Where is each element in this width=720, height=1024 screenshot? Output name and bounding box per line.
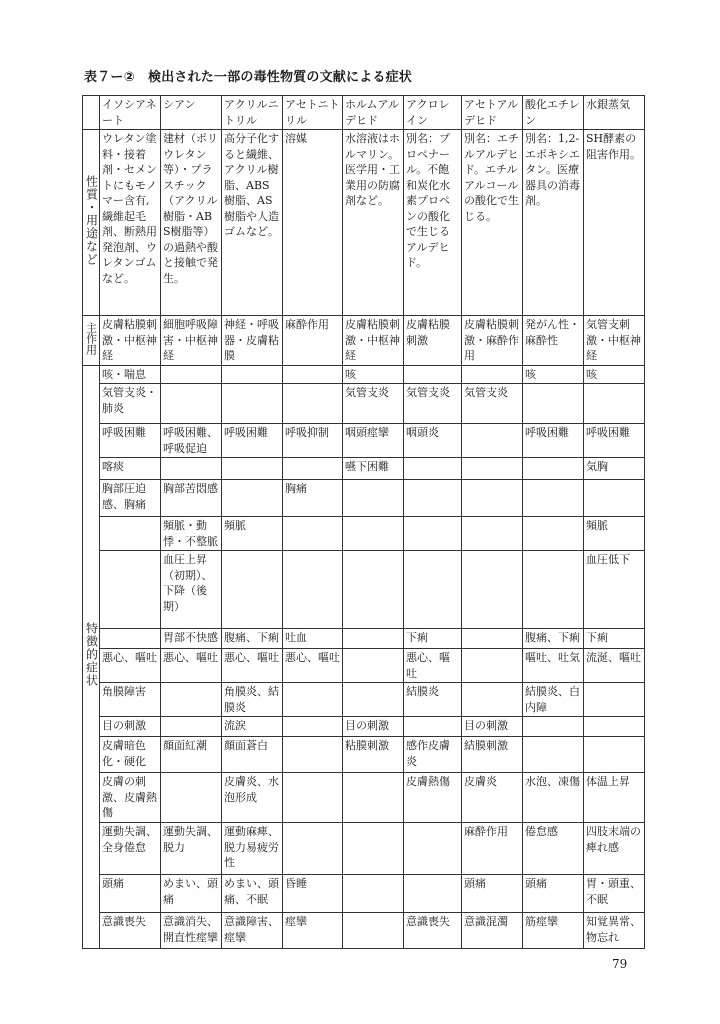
symptom-cell [343,773,404,823]
symptom-cell: 皮膚炎 [462,773,523,823]
main-action-cell: 麻酔作用 [283,316,343,366]
symptom-cell: 顔面蒼白 [222,737,283,773]
symptom-row [83,649,645,683]
symptom-cell: 下痢 [404,629,462,649]
symptom-cell [283,823,343,875]
symptom-cell: 痙攣 [283,913,343,949]
symptom-cell: 皮膚暗色化・硬化 [100,737,161,773]
symptom-row [83,913,645,949]
symptom-row [83,365,645,384]
symptom-cell: 運動麻痺、脱力易疲労性 [222,823,283,875]
symptom-cell: 悪心、嘔吐 [283,649,343,683]
symptom-cell: 頻脈 [584,517,645,551]
symptom-cell: 気管支炎 [404,384,462,424]
main-action-cell: 気管支刺激・中枢神経 [584,316,645,366]
symptom-cell: 四肢末端の痺れ感 [584,823,645,875]
symptom-cell [283,717,343,737]
symptom-cell [523,480,584,517]
header-row [83,96,645,130]
symptom-row [83,875,645,913]
symptom-cell: 咳 [523,365,584,384]
symptom-cell: めまい、頭痛、不眠 [222,875,283,913]
main-action-cell: 発がん性・麻酔性 [523,316,584,366]
main-action-cell: 皮膚粘膜刺激・中枢神経 [343,316,404,366]
symptom-cell: 粘膜刺激 [343,737,404,773]
symptom-cell: 気管支炎・肺炎 [100,384,161,424]
symptom-cell [222,365,283,384]
symptom-cell [161,683,222,717]
symptom-cell [283,737,343,773]
column-header: アセトアルデヒド [462,96,523,130]
symptom-cell: 咳・喘息 [100,365,161,384]
symptom-cell: 嘔吐、吐気 [523,649,584,683]
column-header: アクロレイン [404,96,462,130]
symptom-cell [100,629,161,649]
symptom-cell: 頭痛 [100,875,161,913]
symptom-cell [222,551,283,629]
symptom-cell: 意識喪失 [100,913,161,949]
symptom-cell: 顔面紅潮 [161,737,222,773]
symptom-cell: 麻酔作用 [462,823,523,875]
symptom-cell: 結膜炎 [404,683,462,717]
symptom-cell [462,629,523,649]
symptom-cell: めまい、頭痛 [161,875,222,913]
symptom-row [83,424,645,458]
symptom-cell: 目の刺激 [343,717,404,737]
symptom-cell: 吐血 [283,629,343,649]
symptom-cell [404,517,462,551]
symptom-cell: 気管支炎 [462,384,523,424]
symptom-cell [283,683,343,717]
symptom-cell: 昏睡 [283,875,343,913]
column-header: イソシアネート [100,96,161,130]
properties-cell: 別名：エチルアルデヒド。エチルアルコールの酸化で生じる。 [462,130,523,316]
symptom-cell: 意識障害、痙攣 [222,913,283,949]
symptom-cell [404,365,462,384]
symptom-cell [404,875,462,913]
symptom-cell: 腹痛、下痢 [523,629,584,649]
properties-cell: 別名：プロペナール。不飽和炭化水素プロペンの酸化で生じるアルデヒド。 [404,130,462,316]
symptom-cell: 嚥下困難 [343,458,404,480]
symptom-cell [222,458,283,480]
properties-cell: SH酵素の阻害作用。 [584,130,645,316]
symptom-cell: 運動失調、脱力 [161,823,222,875]
column-header: アセトニトリル [283,96,343,130]
symptom-cell [161,717,222,737]
symptom-cell: 頭痛 [523,875,584,913]
symptom-cell [462,480,523,517]
symptom-cell [343,649,404,683]
symptom-cell [100,551,161,629]
symptom-cell [283,773,343,823]
main-action-cell: 神経・呼吸器・皮膚粘膜 [222,316,283,366]
symptom-cell [343,629,404,649]
symptom-row [83,683,645,717]
symptom-cell: 呼吸困難 [523,424,584,458]
symptom-cell [404,717,462,737]
symptom-cell: 気管支炎 [343,384,404,424]
section-label-main-action: 主作用 [83,316,100,366]
symptom-row [83,773,645,823]
symptom-cell: 悪心、嘔吐 [222,649,283,683]
symptom-cell: 咽頭痙攣 [343,424,404,458]
symptom-cell: 意識喪失 [404,913,462,949]
symptom-cell [283,551,343,629]
symptom-cell: 流涎、嘔吐 [584,649,645,683]
symptom-cell [343,517,404,551]
symptom-row [83,384,645,424]
symptom-cell [161,458,222,480]
symptom-cell: 咳 [584,365,645,384]
symptom-cell: 悪心、嘔吐 [404,649,462,683]
symptom-cell [462,683,523,717]
symptom-cell [404,480,462,517]
symptom-cell [404,458,462,480]
properties-cell: 建材（ポリウレタン等）・プラスチック（アクリル樹脂・ABS樹脂等）の過熱や酸と接触で発生。 [161,130,222,316]
table-title: 表７ー② 検出された一部の毒性物質の文献による症状 [84,70,413,85]
symptom-cell: 頻脈・動悸・不整脈 [161,517,222,551]
symptom-cell [161,384,222,424]
symptom-cell [584,384,645,424]
symptom-cell: 呼吸困難 [584,424,645,458]
properties-cell: 溶媒 [283,130,343,316]
symptom-table [82,95,645,949]
symptom-cell: 結膜炎、白内障 [523,683,584,717]
symptom-cell: 呼吸困難 [222,424,283,458]
symptom-cell: 呼吸困難 [100,424,161,458]
properties-cell: 別名：1,2-エポキシエタン。医療器具の消毒剤。 [523,130,584,316]
symptom-cell [404,551,462,629]
symptom-cell [161,365,222,384]
symptom-cell [462,458,523,480]
main-action-cell: 皮膚粘膜刺激・麻酔作用 [462,316,523,366]
symptom-cell [584,480,645,517]
symptom-cell [283,384,343,424]
main-action-cell: 皮膚粘膜刺激 [404,316,462,366]
symptom-cell: 感作皮膚炎 [404,737,462,773]
symptom-cell: 悪心、嘔吐 [100,649,161,683]
symptom-cell: 血圧上昇（初期）、下降（後期） [161,551,222,629]
symptom-cell: 気胸 [584,458,645,480]
symptom-cell [283,458,343,480]
section-label-properties: 性質・用途など [83,130,100,316]
symptom-cell: 血圧低下 [584,551,645,629]
symptom-cell [523,551,584,629]
symptom-cell: 意識消失、開直性痙攣 [161,913,222,949]
symptom-row [83,458,645,480]
symptom-cell [584,717,645,737]
symptom-cell [523,458,584,480]
symptom-cell: 水泡、凍傷 [523,773,584,823]
symptom-cell: 体温上昇 [584,773,645,823]
symptom-cell [283,365,343,384]
symptom-cell: 頭痛 [462,875,523,913]
symptom-cell [584,683,645,717]
symptom-row [83,480,645,517]
properties-cell: 高分子化すると繊維、アクリル樹脂、ABS樹脂、AS樹脂や人造ゴムなど。 [222,130,283,316]
symptom-cell [343,551,404,629]
column-header: シアン [161,96,222,130]
column-header: アクリルニトリル [222,96,283,130]
symptom-cell [462,517,523,551]
symptom-row [83,717,645,737]
column-header: 水銀蒸気 [584,96,645,130]
symptom-cell: 流涙 [222,717,283,737]
main-action-cell: 細胞呼吸障害・中枢神経 [161,316,222,366]
main-action-row [83,316,645,366]
symptom-cell [343,683,404,717]
symptom-cell [100,517,161,551]
symptom-cell: 知覚異常、物忘れ [584,913,645,949]
symptom-row [83,823,645,875]
symptom-row [83,737,645,773]
symptom-cell: 胸部苦悶感 [161,480,222,517]
symptom-cell: 運動失調、全身倦怠 [100,823,161,875]
symptom-cell: 胃部不快感 [161,629,222,649]
symptom-cell [523,384,584,424]
symptom-cell: 胸部圧迫感、胸痛 [100,480,161,517]
symptom-cell: 皮膚の刺激、皮膚熱傷 [100,773,161,823]
symptom-cell: 呼吸抑制 [283,424,343,458]
symptom-cell: 意識混濁 [462,913,523,949]
symptom-cell: 頻脈 [222,517,283,551]
symptom-cell [222,384,283,424]
symptom-cell: 咽頭炎 [404,424,462,458]
symptom-cell [523,717,584,737]
symptom-row [83,629,645,649]
symptom-cell: 筋痙攣 [523,913,584,949]
symptom-cell: 皮膚熱傷 [404,773,462,823]
symptom-cell: 目の刺激 [462,717,523,737]
corner-cell [83,96,100,130]
symptom-cell [283,517,343,551]
symptom-cell [523,737,584,773]
symptom-cell: 角膜障害 [100,683,161,717]
symptom-cell: 下痢 [584,629,645,649]
symptom-cell: 腹痛、下痢 [222,629,283,649]
symptom-cell [404,823,462,875]
symptom-cell [222,480,283,517]
properties-row [83,130,645,316]
symptom-cell [343,823,404,875]
symptom-cell: 角膜炎、結膜炎 [222,683,283,717]
symptom-cell [462,365,523,384]
symptom-cell [523,517,584,551]
symptom-cell [462,551,523,629]
page-number: 79 [612,957,628,971]
section-label-symptoms: 特徴的症状 [83,365,100,949]
symptom-row [83,551,645,629]
symptom-row [83,517,645,551]
symptom-cell: 咳 [343,365,404,384]
properties-cell: 水溶液はホルマリン。医学用・工業用の防腐剤など。 [343,130,404,316]
symptom-cell: 胸痛 [283,480,343,517]
properties-cell: ウレタン塗料・接着剤・セメントにもモノマー含有,繊維起毛剤、断熱用発泡剤、ウレタンゴムなど。 [100,130,161,316]
symptom-cell [462,424,523,458]
column-header: ホルムアルデヒド [343,96,404,130]
symptom-cell [343,875,404,913]
symptom-cell: 喀痰 [100,458,161,480]
symptom-cell: 皮膚炎、水泡形成 [222,773,283,823]
symptom-cell [462,649,523,683]
symptom-cell: 結膜刺激 [462,737,523,773]
main-action-cell: 皮膚粘膜刺激・中枢神経 [100,316,161,366]
symptom-cell: 胃・頭重、不眠 [584,875,645,913]
symptom-cell: 悪心、嘔吐 [161,649,222,683]
symptom-cell: 目の刺激 [100,717,161,737]
symptom-cell: 呼吸困難、呼吸促迫 [161,424,222,458]
symptom-cell [584,737,645,773]
symptom-cell [161,773,222,823]
symptom-cell [343,913,404,949]
column-header: 酸化エチレン [523,96,584,130]
symptom-cell: 倦怠感 [523,823,584,875]
symptom-cell [343,480,404,517]
